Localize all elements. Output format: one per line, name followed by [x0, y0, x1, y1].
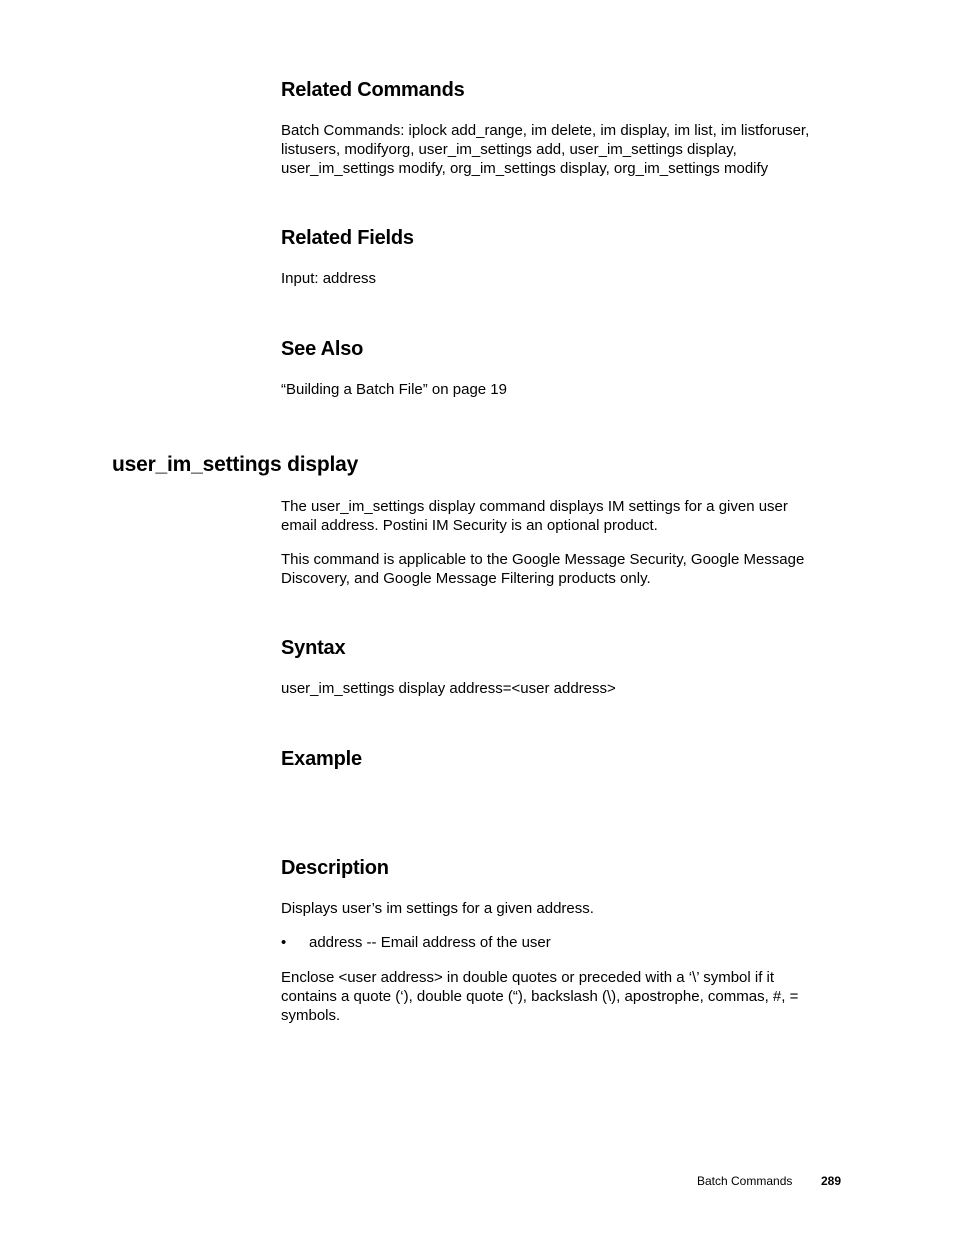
description-heading: Description — [281, 857, 389, 879]
syntax-text: user_im_settings display address=<user address> — [281, 680, 616, 697]
footer-chapter-label: Batch Commands — [697, 1174, 793, 1188]
bullet-item: address -- Email address of the user — [309, 934, 551, 951]
description-text: Displays user’s im settings for a given address. — [281, 900, 594, 917]
text-line: symbols. — [281, 1007, 341, 1024]
text-line: Batch Commands: iplock add_range, im delete, im display, im list, im listforuser, — [281, 122, 810, 139]
description-note — [281, 968, 841, 1025]
footer-page-number: 289 — [821, 1174, 842, 1188]
example-heading: Example — [281, 748, 362, 770]
related-fields-text: Input: address — [281, 270, 377, 287]
text-line: This command is applicable to the Google Message Security, Google Message — [281, 551, 805, 568]
section-applicability — [281, 550, 841, 588]
see-also-heading: See Also — [281, 338, 364, 360]
related-commands-text — [281, 121, 841, 178]
text-line: Enclose <user address> in double quotes or preceded with a ‘\’ symbol if it — [281, 969, 775, 986]
related-commands-heading: Related Commands — [281, 79, 465, 101]
bullet-marker: • — [281, 934, 287, 951]
syntax-heading: Syntax — [281, 637, 346, 659]
section-title: user_im_settings display — [112, 453, 359, 476]
text-line: listusers, modifyorg, user_im_settings add, user_im_settings display, — [281, 141, 737, 158]
related-fields-heading: Related Fields — [281, 227, 414, 249]
text-line: The user_im_settings display command displays IM settings for a given user — [281, 498, 788, 515]
section-intro — [281, 497, 841, 535]
text-line: contains a quote (‘), double quote (“), backslash (\), apostrophe, commas, #, = — [281, 988, 799, 1005]
see-also-link[interactable]: “Building a Batch File” on page 19 — [281, 381, 507, 398]
text-line: user_im_settings modify, org_im_settings display, org_im_settings modify — [281, 160, 769, 177]
text-line: Discovery, and Google Message Filtering products only. — [281, 570, 651, 587]
text-line: email address. Postini IM Security is an optional product. — [281, 517, 658, 534]
